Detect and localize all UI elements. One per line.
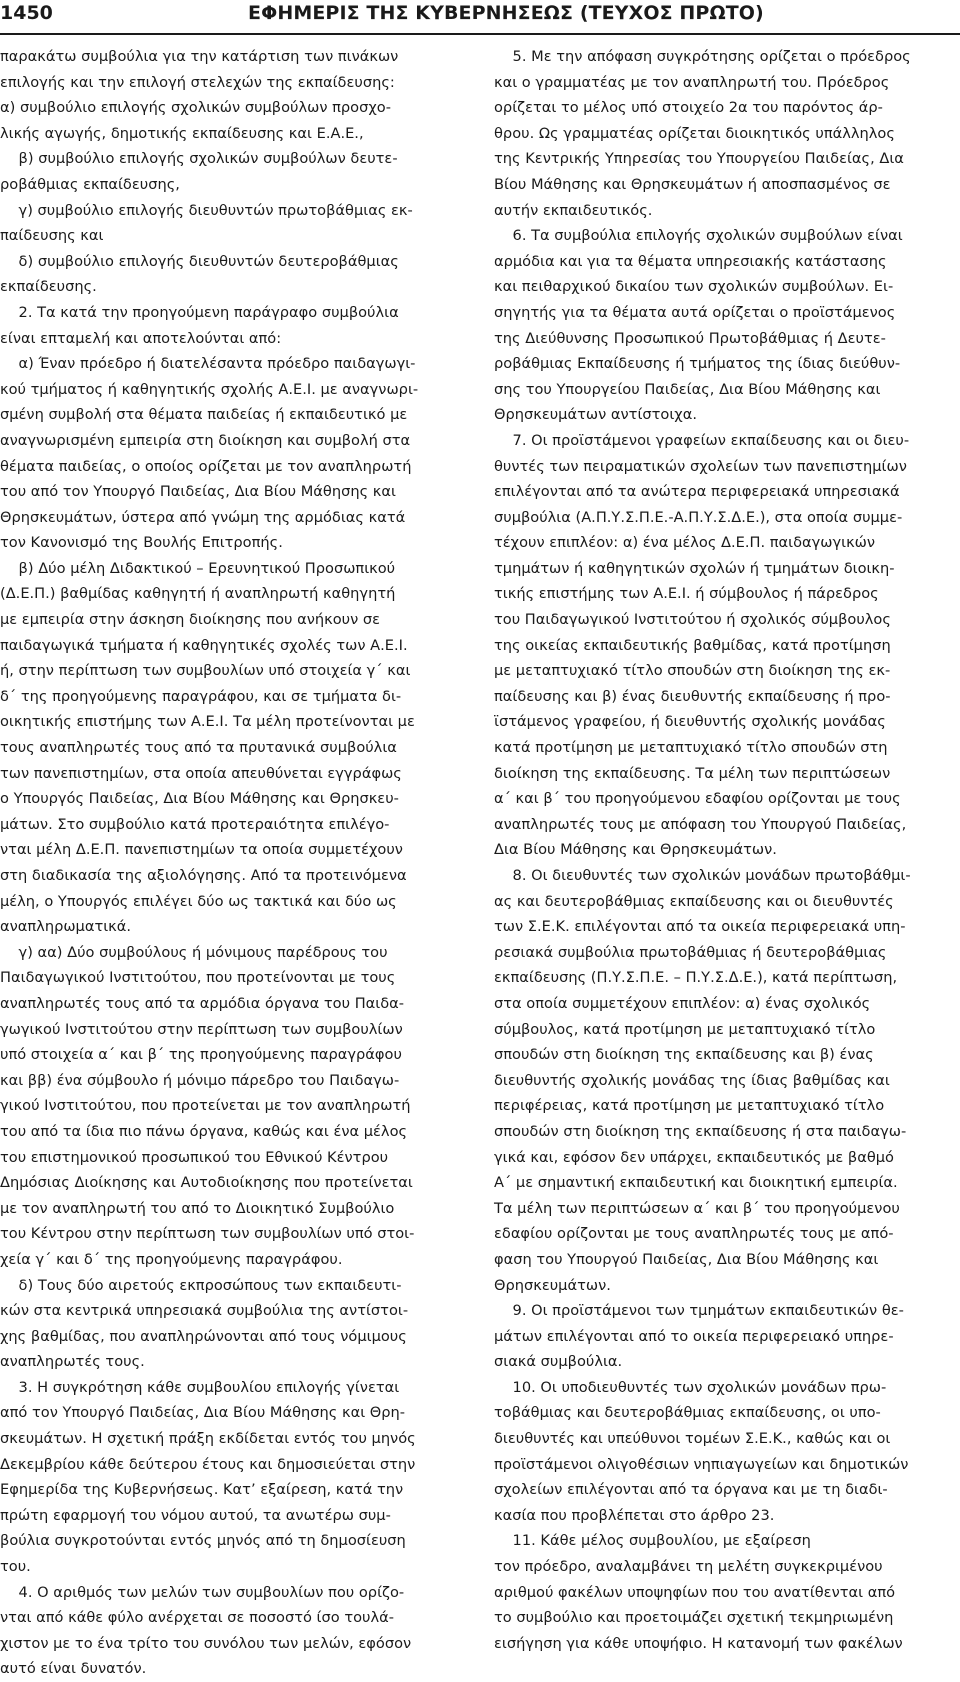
text-line: το συμβούλιο και προετοιμάζει σχετική τεκμηριωμένη <box>494 1609 894 1627</box>
text-line: και ββ) ένα σύμβουλο ή μόνιμο πάρεδρο του Παιδαγω- <box>0 1071 400 1089</box>
text-line: νται μέλη Δ.Ε.Π. πανεπιστημίων τα οποία συμμετέχουν <box>0 841 403 859</box>
text-line: 7. Οι προϊστάμενοι γραφείων εκπαίδευσης και οι διευ- <box>494 431 910 449</box>
text-line: χης βαθμίδας, που αναπληρώνονται από τους νόμιμους <box>0 1327 407 1345</box>
text-line: β) Δύο μέλη Διδακτικού – Ερευνητικού Προσωπικού <box>0 559 396 577</box>
text-line: ρεσιακά συμβούλια πρωτοβάθμιας ή δευτεροβάθμιας <box>494 943 887 961</box>
text-line: Θρησκευμάτων, ύστερα από γνώμη της αρμόδιας κατά <box>0 508 406 526</box>
page-number: 1450 <box>0 2 53 24</box>
text-line: του από τα ίδια πιο πάνω όργανα, καθώς και ένα μέλος <box>0 1122 408 1140</box>
text-line: σχολείων επιλέγονται από τα όργανα και με τη διαδι- <box>494 1481 888 1499</box>
text-line: σμένη συμβολή στα θέματα παιδείας ή εκπαιδευτικό με <box>0 406 408 424</box>
left-column <box>0 44 466 1678</box>
text-line: μάτων. Στο συμβούλιο κατά προτεραιότητα επιλέγο- <box>0 815 390 833</box>
text-line: σιακά συμβούλια. <box>494 1353 623 1371</box>
text-line: επιλογής και την επιλογή στελεχών της εκπαίδευσης: <box>0 73 395 91</box>
text-line: κασία που προβλέπεται στο άρθρο 23. <box>494 1506 775 1524</box>
text-line: από τον Υπουργό Παιδείας, Δια Βίου Μάθησης και Θρη- <box>0 1404 406 1422</box>
text-line: αναγνωρισμένη εμπειρία στη διοίκηση και συμβολή στα <box>0 431 411 449</box>
text-line: γωγικού Ινστιτούτου στην περίπτωση των συμβουλίων <box>0 1020 403 1038</box>
text-line: ροβάθμιας Εκπαίδευσης ή τμήματος της ίδιας διεύθυν- <box>494 355 901 373</box>
text-line: ορίζεται το μέλος υπό στοιχείο 2α του παρόντος άρ- <box>494 99 883 117</box>
text-line: α) συμβούλιο επιλογής σχολικών συμβούλων προσχο- <box>0 99 391 117</box>
text-line: ας και δευτεροβάθμιας εκπαίδευσης και οι διευθυντές <box>494 892 894 910</box>
text-line: δ΄ της προηγούμενης παραγράφου, και σε τμήματα δι- <box>0 687 402 705</box>
text-line: Θρησκευμάτων αντίστοιχα. <box>494 406 697 424</box>
text-line: ϊστάμενος γραφείου, ή διευθυντής σχολικής μονάδας <box>494 713 886 731</box>
text-line: ροβάθμιας εκπαίδευσης, <box>0 175 180 193</box>
text-line: της Διεύθυνσης Προσωπικού Πρωτοβάθμιας ή Δευτε- <box>494 329 886 347</box>
text-line: μέλη, ο Υπουργός επιλέγει δύο ως τακτικά και δύο ως <box>0 892 397 910</box>
text-line: 6. Τα συμβούλια επιλογής σχολικών συμβούλων είναι <box>494 227 903 245</box>
text-line: του επιστημονικού προσωπικού του Εθνικού Κέντρου <box>0 1148 389 1166</box>
text-line: συμβούλια (Α.Π.Υ.Σ.Π.Ε.-Α.Π.Υ.Σ.Δ.Ε.), στα οποία συμμε- <box>494 508 903 526</box>
text-line: ο Υπουργός Παιδείας, Δια Βίου Μάθησης και Θρησκευ- <box>0 790 399 808</box>
text-line: είναι επταμελή και αποτελούνται από: <box>0 329 282 347</box>
text-line: σύμβουλος, κατά προτίμηση με μεταπτυχιακό τίτλο <box>494 1020 876 1038</box>
text-line: του. <box>0 1558 31 1576</box>
text-line: αναπληρωτές τους. <box>0 1353 145 1371</box>
page-header <box>0 0 960 30</box>
text-line: γ) συμβούλιο επιλογής διευθυντών πρωτοβάθμιας εκ- <box>0 201 413 219</box>
text-line: 10. Οι υποδιευθυντές των σχολικών μονάδων πρω- <box>494 1378 887 1396</box>
text-line: θρου. Ως γραμματέας ορίζεται διοικητικός υπάλληλος <box>494 124 895 142</box>
text-line: του Κέντρου στην περίπτωση των συμβουλίων υπό στοι- <box>0 1225 415 1243</box>
text-line: κού τμήματος ή καθηγητικής σχολής Α.Ε.Ι. με αναγνωρι- <box>0 380 419 398</box>
text-line: σκευμάτων. Η σχετική πράξη εκδίδεται εντός του μηνός <box>0 1430 416 1448</box>
text-line: με τον αναπληρωτή του από το Διοικητικό Συμβούλιο <box>0 1199 395 1217</box>
text-line: της οικείας εκπαιδευτικής βαθμίδας, κατά προτίμηση <box>494 636 891 654</box>
text-line: (Δ.Ε.Π.) βαθμίδας καθηγητή ή αναπληρωτή καθηγητή <box>0 585 396 603</box>
text-line: γικά και, εφόσον δεν υπάρχει, εκπαιδευτικός με βαθμό <box>494 1148 894 1166</box>
text-line: πρώτη εφαρμογή του νόμου αυτού, τα ανωτέρω συμ- <box>0 1506 391 1524</box>
text-line: β) συμβούλιο επιλογής σχολικών συμβούλων δευτε- <box>0 150 398 168</box>
text-line: Α΄ με σημαντική εκπαιδευτική και διοικητική εμπειρία. <box>494 1174 898 1192</box>
text-line: αυτήν εκπαιδευτικός. <box>494 201 653 219</box>
text-line: παρακάτω συμβούλια για την κατάρτιση των πινάκων <box>0 48 399 65</box>
text-line: και ο γραμματέας με τον αναπληρωτή του. Πρόεδρος <box>494 73 890 91</box>
right-column <box>494 44 960 1652</box>
text-line: του από τον Υπουργό Παιδείας, Δια Βίου Μάθησης και <box>0 483 396 501</box>
text-line: εδαφίου ορίζονται με τους αναπληρωτές τους με από- <box>494 1225 894 1243</box>
text-line: 9. Οι προϊστάμενοι των τμημάτων εκπαιδευτικών θε- <box>494 1302 904 1320</box>
text-line: θυντές των πειραματικών σχολείων των πανεπιστημίων <box>494 457 907 475</box>
text-line: δ) συμβούλιο επιλογής διευθυντών δευτεροβάθμιας <box>0 252 399 270</box>
text-line: σπουδών στη διοίκηση της εκπαίδευσης και β) ένας <box>494 1046 874 1064</box>
text-line: δ) Τους δύο αιρετούς εκπροσώπους των εκπαιδευτι- <box>0 1276 402 1294</box>
text-line: κατά προτίμηση με μεταπτυχιακό τίτλο σπουδών στη <box>494 739 888 757</box>
text-line: εκπαίδευσης. <box>0 278 97 296</box>
text-line: και πειθαρχικού δικαίου των σχολικών συμβούλων. Ει- <box>494 278 894 296</box>
text-line: αριθμού φακέλων υποψηφίων που του ανατίθενται από <box>494 1583 896 1601</box>
text-line: αρμόδια και για τα θέματα υπηρεσιακής κατάστασης <box>494 252 887 270</box>
text-line: προϊστάμενοι ολιγοθέσιων νηπιαγωγείων και δημοτικών <box>494 1455 909 1473</box>
text-line: στη διαδικασία της αξιολόγησης. Από τα προτεινόμενα <box>0 867 407 884</box>
text-line: Τα μέλη των περιπτώσεων α΄ και β΄ του προηγούμενου <box>494 1199 900 1217</box>
text-line: 3. Η συγκρότηση κάθε συμβουλίου επιλογής γίνεται <box>0 1378 400 1396</box>
text-line: τέχουν επιπλέον: α) ένα μέλος Δ.Ε.Π. παιδαγωγικών <box>494 534 876 552</box>
text-line: 4. Ο αριθμός των μελών των συμβουλίων που ορίζο- <box>0 1583 405 1601</box>
text-line: παίδευσης και <box>0 227 104 245</box>
text-line: τους αναπληρωτές τους από τα πρυτανικά συμβούλια <box>0 739 397 757</box>
text-line: Εφημερίδα της Κυβερνήσεως. Κατ’ εξαίρεση, κατά την <box>0 1481 404 1499</box>
text-line: διοίκηση της εκπαίδευσης. Τα μέλη των περιπτώσεων <box>494 764 891 782</box>
text-line: οικητικής επιστήμης των Α.Ε.Ι. Τα μέλη προτείνονται με <box>0 713 415 731</box>
text-line: αναπληρωτές τους από τα αρμόδια όργανα του Παιδα- <box>0 994 405 1012</box>
text-line: κών στα κεντρικά υπηρεσιακά συμβούλια της αντίστοι- <box>0 1302 409 1320</box>
text-line: παίδευσης και β) ένας διευθυντής εκπαίδευσης ή προ- <box>494 687 891 705</box>
text-line: αναπληρωματικά. <box>0 918 132 936</box>
text-line: νται από κάθε φύλο ανέρχεται σε ποσοστό ίσο τουλά- <box>0 1609 394 1627</box>
text-line: τον Κανονισμό της Βουλής Επιτροπής. <box>0 534 283 552</box>
header-rule <box>0 33 960 35</box>
text-line: αναπληρωτές τους με απόφαση του Υπουργού Παιδείας, <box>494 815 907 833</box>
text-line: α) Έναν πρόεδρο ή διατελέσαντα πρόεδρο παιδαγωγι- <box>0 355 416 373</box>
text-line: 2. Τα κατά την προηγούμενη παράγραφο συμβούλια <box>0 303 399 321</box>
text-line: Δια Βίου Μάθησης και Θρησκευμάτων. <box>494 841 777 859</box>
text-line: Θρησκευμάτων. <box>494 1276 611 1294</box>
text-line: 5. Με την απόφαση συγκρότησης ορίζεται ο πρόεδρος <box>494 48 911 65</box>
text-line: τοβάθμιας και δευτεροβάθμιας εκπαίδευσης, οι υπο- <box>494 1404 881 1422</box>
text-line: εκπαίδευσης (Π.Υ.Σ.Π.Ε. – Π.Υ.Σ.Δ.Ε.), κατά περίπτωση, <box>494 969 898 987</box>
text-line: στα οποία συμμετέχουν επιπλέον: α) ένας σχολικός <box>494 994 871 1012</box>
text-line: σπουδών στη διοίκηση της εκπαίδευσης ή στα παιδαγω- <box>494 1122 907 1140</box>
text-line: Παιδαγωγικού Ινστιτούτου, που προτείνονται με τους <box>0 969 396 987</box>
text-line: του Παιδαγωγικού Ινστιτούτου ή σχολικός σύμβουλος <box>494 611 891 629</box>
text-line: λικής αγωγής, δημοτικής εκπαίδευσης και Ε.Α.Ε., <box>0 124 364 142</box>
text-line: με μεταπτυχιακό τίτλο σπουδών στη διοίκηση της εκ- <box>494 662 891 680</box>
text-line: διευθυντές και υπεύθυνοι τομέων Σ.Ε.Κ., καθώς και οι <box>494 1430 891 1448</box>
text-line: αυτό είναι δυνατόν. <box>0 1660 147 1678</box>
text-line: Δημόσιας Διοίκησης και Αυτοδιοίκησης που προτείνεται <box>0 1174 413 1192</box>
text-line: εισήγηση για κάθε υποψήφιο. Η κατανομή των φακέλων <box>494 1634 903 1652</box>
text-line: τον πρόεδρο, αναλαμβάνει τη μελέτη συγκεκριμένου <box>494 1558 883 1576</box>
gazette-title: ΕΦΗΜΕΡΙΣ ΤΗΣ ΚΥΒΕΡΝΗΣΕΩΣ (ΤΕΥΧΟΣ ΠΡΩΤΟ) <box>248 2 764 24</box>
text-line: τικής επιστήμης των Α.Ε.Ι. ή σύμβουλος ή πάρεδρος <box>494 585 879 603</box>
text-line: ή, στην περίπτωση των συμβουλίων υπό στοιχεία γ΄ και <box>0 662 411 680</box>
text-line: χιστον με το ένα τρίτο του συνόλου των μελών, εφόσον <box>0 1634 412 1652</box>
text-line: α΄ και β΄ του προηγούμενου εδαφίου ορίζονται με τους <box>494 790 901 808</box>
text-line: της Κεντρικής Υπηρεσίας του Υπουργείου Παιδείας, Δια <box>494 150 904 168</box>
text-line: των Σ.Ε.Κ. επιλέγονται από τα οικεία περιφερειακά υπη- <box>494 918 906 936</box>
text-line: Βίου Μάθησης και Θρησκευμάτων ή αποσπασμένος σε <box>494 175 891 193</box>
text-line: επιλέγονται από τα ανώτερα περιφερειακά υπηρεσιακά <box>494 483 900 501</box>
text-line: θέματα παιδείας, ο οποίος ορίζεται με τον αναπληρωτή <box>0 457 412 475</box>
text-line: τμημάτων ή καθηγητικών σχολών ή τμημάτων διοικη- <box>494 559 895 577</box>
text-line: γ) αα) Δύο συμβούλους ή μόνιμους παρέδρους του <box>0 943 388 961</box>
text-line: 8. Οι διευθυντές των σχολικών μονάδων πρωτοβάθμι- <box>494 867 911 884</box>
text-line: σηγητής για τα θέματα αυτά ορίζεται ο προϊστάμενος <box>494 303 896 321</box>
text-line: βούλια συγκροτούνται εντός μηνός από τη δημοσίευση <box>0 1532 406 1550</box>
text-line: σης του Υπουργείου Παιδείας, Δια Βίου Μάθησης και <box>494 380 881 398</box>
text-line: διευθυντής σχολικής μονάδας της ίδιας βαθμίδας και <box>494 1071 890 1089</box>
text-line: χεία γ΄ και δ΄ της προηγούμενης παραγράφου. <box>0 1250 343 1268</box>
text-line: γικού Ινστιτούτου, που προτείνεται με τον αναπληρωτή <box>0 1097 411 1115</box>
text-line: φαση του Υπουργού Παιδείας, Δια Βίου Μάθησης και <box>494 1250 879 1268</box>
text-line: 11. Κάθε μέλος συμβουλίου, με εξαίρεση <box>494 1532 811 1550</box>
text-line: περιφέρειας, κατά προτίμηση με μεταπτυχιακό τίτλο <box>494 1097 885 1115</box>
text-line: Δεκεμβρίου κάθε δεύτερου έτους και δημοσιεύεται στην <box>0 1455 416 1473</box>
text-line: των πανεπιστημίων, στα οποία απευθύνεται εγγράφως <box>0 764 402 782</box>
text-line: υπό στοιχεία α΄ και β΄ της προηγούμενης παραγράφου <box>0 1046 402 1064</box>
text-line: παιδαγωγικά τμήματα ή καθηγητικές σχολές των Α.Ε.Ι. <box>0 636 408 654</box>
text-line: μάτων επιλέγονται από το οικεία περιφερειακό υπηρε- <box>494 1327 894 1345</box>
text-line: με εμπειρία στην άσκηση διοίκησης που ανήκουν σε <box>0 611 381 629</box>
